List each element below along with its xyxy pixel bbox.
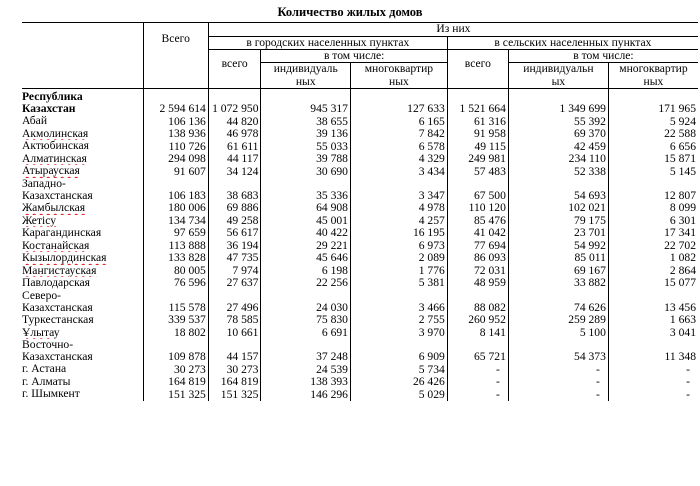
region-name [22,314,143,327]
value-cell: 97 659 [143,227,208,240]
value-cell: 85 476 [447,215,508,228]
header-rural-multi: многоквартир ных [608,63,698,88]
table-row [22,88,698,115]
value-cell: 22 256 [261,277,350,290]
table-row [22,165,698,178]
value-cell: 55 392 [508,115,608,128]
value-cell: 16 195 [350,227,447,240]
value-cell: 127 633 [350,88,447,115]
value-cell: 18 802 [143,327,208,340]
value-cell: 39 136 [261,128,350,141]
region-name-line: Костанайская [22,239,90,252]
region-name [22,327,143,340]
value-cell: 5 924 [608,115,698,128]
value-cell: 6 301 [608,215,698,228]
header-region-blank [22,23,143,89]
value-cell: 260 952 [447,314,508,327]
value-cell: 39 788 [261,153,350,166]
housing-table [22,22,698,401]
value-cell: 109 878 [143,339,208,363]
region-name [22,165,143,178]
value-cell: 12 807 [608,178,698,202]
value-cell: - [447,388,508,401]
header-rural: в сельских населенных пунктах [447,37,698,50]
value-cell: 44 820 [208,115,261,128]
value-cell: 6 578 [350,140,447,153]
region-name [22,115,143,128]
region-name [22,290,143,314]
value-cell: 30 273 [143,363,208,376]
value-cell: 54 693 [508,178,608,202]
value-cell: 33 882 [508,277,608,290]
value-cell: 22 588 [608,128,698,141]
value-cell: 79 175 [508,215,608,228]
table-row [22,240,698,253]
region-name-line: Павлодарская [22,277,91,290]
region-name-line: Казахстан [22,102,76,116]
value-cell: 8 099 [608,202,698,215]
value-cell: 294 098 [143,153,208,166]
value-cell: 5 381 [350,277,447,290]
value-cell: 49 115 [447,140,508,153]
value-cell: 27 637 [208,277,261,290]
value-cell: 1 082 [608,252,698,265]
value-cell: 29 221 [261,240,350,253]
value-cell: 46 978 [208,128,261,141]
header-rural-including: в том числе: [508,50,698,63]
table-row [22,215,698,228]
region-name [22,202,143,215]
value-cell: 110 726 [143,140,208,153]
header-urban-all: всего [208,50,261,89]
table-row [22,388,698,401]
value-cell: 80 005 [143,265,208,278]
region-name-line: Казахстанская [22,350,93,364]
value-cell: 27 496 [208,290,261,314]
table-row [22,290,698,314]
value-cell: 2 089 [350,252,447,265]
region-name [22,388,143,401]
table-row [22,202,698,215]
region-name [22,277,143,290]
value-cell: 75 830 [261,314,350,327]
region-name [22,227,143,240]
region-name-line: Акмолинская [22,127,89,140]
value-cell: 7 842 [350,128,447,141]
value-cell: - [608,376,698,389]
value-cell: 24 030 [261,290,350,314]
value-cell: 15 077 [608,277,698,290]
value-cell: 6 973 [350,240,447,253]
value-cell: 69 886 [208,202,261,215]
value-cell: 102 021 [508,202,608,215]
value-cell: 23 701 [508,227,608,240]
region-name-line: Мангистауская [22,264,97,277]
value-cell: 45 646 [261,252,350,265]
region-name [22,265,143,278]
value-cell: 133 828 [143,252,208,265]
value-cell: 44 117 [208,153,261,166]
region-name [22,88,143,115]
value-cell: 65 721 [447,339,508,363]
value-cell: 146 296 [261,388,350,401]
region-name [22,140,143,153]
value-cell: 34 124 [208,165,261,178]
value-cell: 48 959 [447,277,508,290]
value-cell: 5 734 [350,363,447,376]
value-cell: 1 349 699 [508,88,608,115]
region-name-line: Казахстанская [22,300,93,314]
value-cell: 106 136 [143,115,208,128]
region-name-line: Ұлытау [22,326,60,339]
region-name [22,153,143,166]
value-cell: 4 329 [350,153,447,166]
region-name-line: Жамбылская [22,202,86,215]
value-cell: 67 500 [447,178,508,202]
header-rural-all: всего [447,50,508,89]
region-name [22,339,143,363]
region-name-line: Республика [22,89,83,103]
value-cell: 5 029 [350,388,447,401]
value-cell: 180 006 [143,202,208,215]
value-cell: 113 888 [143,240,208,253]
value-cell: 4 978 [350,202,447,215]
value-cell: 86 093 [447,252,508,265]
value-cell: 47 735 [208,252,261,265]
region-name [22,363,143,376]
header-rural-individual: индивидуальн ых [508,63,608,88]
table-row [22,376,698,389]
value-cell: 259 289 [508,314,608,327]
value-cell: 24 539 [261,363,350,376]
table-header [22,23,698,89]
value-cell: 945 317 [261,88,350,115]
region-name-line: Северо- [22,289,62,302]
value-cell: 6 909 [350,339,447,363]
value-cell: 30 690 [261,165,350,178]
value-cell: 57 483 [447,165,508,178]
value-cell: 44 157 [208,339,261,363]
region-name [22,215,143,228]
table-row [22,314,698,327]
value-cell: 41 042 [447,227,508,240]
table-row [22,178,698,202]
value-cell: 5 145 [608,165,698,178]
value-cell: 2 864 [608,265,698,278]
value-cell: 55 033 [261,140,350,153]
value-cell: 38 655 [261,115,350,128]
value-cell: 6 656 [608,140,698,153]
value-cell: 1 521 664 [447,88,508,115]
value-cell: 35 336 [261,178,350,202]
region-name [22,376,143,389]
value-cell: 78 585 [208,314,261,327]
table-body [22,88,698,401]
value-cell: 5 100 [508,327,608,340]
header-urban-multi: многоквартир ных [350,63,447,88]
table-row [22,327,698,340]
value-cell: 36 194 [208,240,261,253]
value-cell: 61 611 [208,140,261,153]
table-row [22,153,698,166]
value-cell: 106 183 [143,178,208,202]
region-name [22,128,143,141]
value-cell: 30 273 [208,363,261,376]
region-name-line: Кызылординская [22,252,107,265]
value-cell: 37 248 [261,339,350,363]
value-cell: 151 325 [143,388,208,401]
value-cell: 234 110 [508,153,608,166]
value-cell: 3 347 [350,178,447,202]
value-cell: 1 776 [350,265,447,278]
value-cell: 6 691 [261,327,350,340]
value-cell: 13 456 [608,290,698,314]
region-name [22,240,143,253]
value-cell: 4 257 [350,215,447,228]
value-cell: 40 422 [261,227,350,240]
table-row [22,252,698,265]
region-name-line: Атырауская [22,165,80,178]
region-name-line: г. Шымкент [22,388,80,401]
region-name-line: Алматинская [22,152,87,165]
region-name-line: Восточно- [22,339,74,352]
header-urban: в городских населенных пунктах [208,37,447,50]
value-cell: 3 970 [350,327,447,340]
value-cell: 56 617 [208,227,261,240]
header-urban-including: в том числе: [261,50,447,63]
value-cell: 52 338 [508,165,608,178]
region-name-line: г. Астана [22,363,67,376]
value-cell: 38 683 [208,178,261,202]
value-cell: 110 120 [447,202,508,215]
value-cell: 61 316 [447,115,508,128]
value-cell: - [608,363,698,376]
table-row [22,265,698,278]
value-cell: 138 936 [143,128,208,141]
value-cell: 138 393 [261,376,350,389]
value-cell: 54 373 [508,339,608,363]
table-row [22,277,698,290]
value-cell: 22 702 [608,240,698,253]
value-cell: 2 594 614 [143,88,208,115]
value-cell: 69 167 [508,265,608,278]
value-cell: 7 974 [208,265,261,278]
value-cell: 49 258 [208,215,261,228]
value-cell: 115 578 [143,290,208,314]
value-cell: 3 466 [350,290,447,314]
region-name-line: Туркестанская [22,314,94,327]
value-cell: - [508,376,608,389]
region-name-line: Абай [22,115,48,128]
value-cell: 11 348 [608,339,698,363]
value-cell: 1 663 [608,314,698,327]
value-cell: 42 459 [508,140,608,153]
value-cell: 8 141 [447,327,508,340]
table-row [22,227,698,240]
value-cell: 15 871 [608,153,698,166]
value-cell: 54 992 [508,240,608,253]
value-cell: 85 011 [508,252,608,265]
value-cell: 74 626 [508,290,608,314]
region-name [22,252,143,265]
value-cell: - [608,388,698,401]
value-cell: 69 370 [508,128,608,141]
value-cell: 17 341 [608,227,698,240]
value-cell: 1 072 950 [208,88,261,115]
table-row [22,363,698,376]
table-row [22,140,698,153]
value-cell: 3 041 [608,327,698,340]
value-cell: 88 082 [447,290,508,314]
value-cell: 76 596 [143,277,208,290]
value-cell: 72 031 [447,265,508,278]
table-row [22,115,698,128]
header-of-them: Из них [208,23,698,37]
region-name-line: Карагандинская [22,227,102,240]
value-cell: 91 607 [143,165,208,178]
region-name-line: Актюбинская [22,140,89,153]
value-cell: 164 819 [208,376,261,389]
value-cell: 26 426 [350,376,447,389]
value-cell: 6 198 [261,265,350,278]
value-cell: 6 165 [350,115,447,128]
value-cell: 64 908 [261,202,350,215]
header-urban-individual: индивидуаль ных [261,63,350,88]
region-name-line: Казахстанская [22,188,93,202]
value-cell: 164 819 [143,376,208,389]
region-name-line: г. Алматы [22,375,71,388]
value-cell: - [508,363,608,376]
table-title: Количество жилых домов [277,5,423,19]
region-name-line: Западно- [22,177,66,190]
value-cell: 91 958 [447,128,508,141]
region-name-line: Жетісу [22,214,57,227]
value-cell: - [447,363,508,376]
value-cell: 45 001 [261,215,350,228]
value-cell: 3 434 [350,165,447,178]
table-row [22,128,698,141]
value-cell: 77 694 [447,240,508,253]
value-cell: 134 734 [143,215,208,228]
value-cell: - [508,388,608,401]
region-name [22,178,143,202]
value-cell: 339 537 [143,314,208,327]
value-cell: - [447,376,508,389]
value-cell: 2 755 [350,314,447,327]
value-cell: 10 661 [208,327,261,340]
table-row [22,339,698,363]
header-total: Всего [143,23,208,89]
value-cell: 249 981 [447,153,508,166]
value-cell: 151 325 [208,388,261,401]
value-cell: 171 965 [608,88,698,115]
